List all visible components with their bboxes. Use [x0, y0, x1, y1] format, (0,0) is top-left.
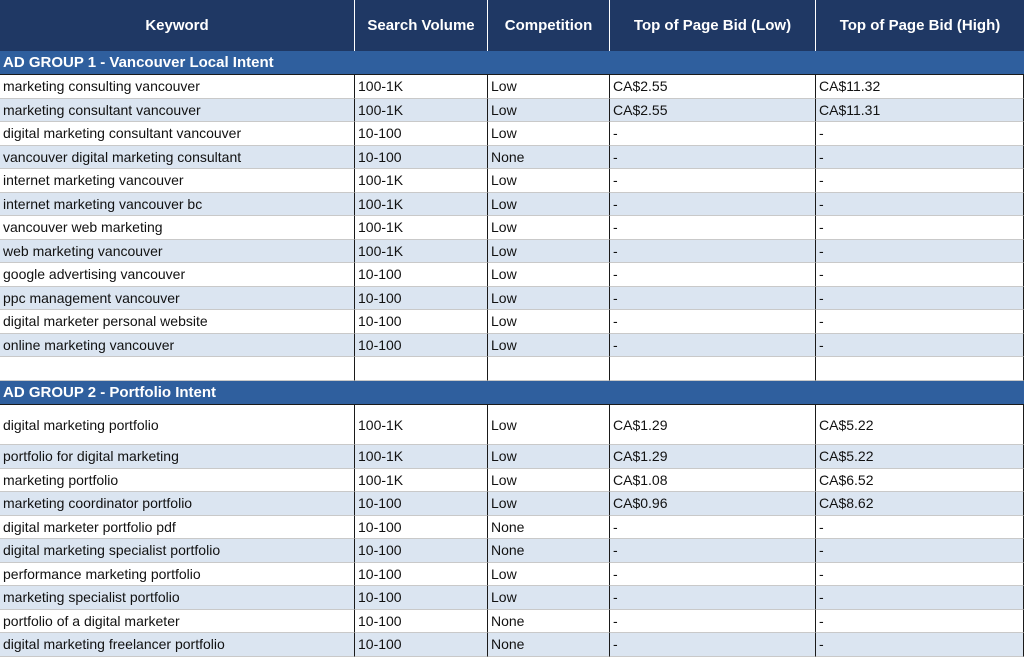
header-competition[interactable]: Competition	[488, 0, 610, 51]
bid-high-cell[interactable]: -	[816, 563, 1024, 587]
search-volume-cell[interactable]: 100-1K	[355, 405, 488, 445]
search-volume-cell[interactable]: 10-100	[355, 334, 488, 358]
bid-low-cell[interactable]: CA$1.29	[610, 405, 816, 445]
keyword-cell[interactable]: digital marketer personal website	[0, 310, 355, 334]
empty-cell[interactable]	[610, 357, 816, 381]
search-volume-cell[interactable]: 10-100	[355, 122, 488, 146]
keyword-cell[interactable]: vancouver web marketing	[0, 216, 355, 240]
keyword-table	[0, 0, 1024, 51]
competition-cell[interactable]: Low	[488, 216, 610, 240]
search-volume-cell[interactable]: 10-100	[355, 516, 488, 540]
header-bid-low[interactable]: Top of Page Bid (Low)	[610, 0, 816, 51]
keyword-cell[interactable]: performance marketing portfolio	[0, 563, 355, 587]
bid-low-cell[interactable]: -	[610, 516, 816, 540]
competition-cell[interactable]: Low	[488, 405, 610, 445]
bid-high-cell[interactable]: -	[816, 310, 1024, 334]
search-volume-cell[interactable]: 100-1K	[355, 240, 488, 264]
header-search-volume[interactable]: Search Volume	[355, 0, 488, 51]
keyword-cell[interactable]: marketing coordinator portfolio	[0, 492, 355, 516]
search-volume-cell[interactable]: 10-100	[355, 146, 488, 170]
bid-high-cell[interactable]: -	[816, 334, 1024, 358]
competition-cell[interactable]: Low	[488, 586, 610, 610]
search-volume-cell[interactable]: 10-100	[355, 610, 488, 634]
competition-cell[interactable]: Low	[488, 240, 610, 264]
competition-cell[interactable]: Low	[488, 193, 610, 217]
bid-low-cell[interactable]: -	[610, 633, 816, 657]
bid-low-cell[interactable]: CA$2.55	[610, 99, 816, 123]
bid-low-cell[interactable]: -	[610, 563, 816, 587]
keyword-cell[interactable]: digital marketing specialist portfolio	[0, 539, 355, 563]
empty-cell[interactable]	[0, 357, 355, 381]
competition-cell[interactable]: Low	[488, 75, 610, 99]
bid-high-cell[interactable]: -	[816, 146, 1024, 170]
competition-cell[interactable]: Low	[488, 263, 610, 287]
competition-cell[interactable]: Low	[488, 492, 610, 516]
search-volume-cell[interactable]: 100-1K	[355, 75, 488, 99]
keyword-cell[interactable]: vancouver digital marketing consultant	[0, 146, 355, 170]
bid-high-cell[interactable]: -	[816, 169, 1024, 193]
bid-low-cell[interactable]: -	[610, 122, 816, 146]
search-volume-cell[interactable]: 100-1K	[355, 169, 488, 193]
bid-low-cell[interactable]: -	[610, 310, 816, 334]
bid-high-cell[interactable]: CA$8.62	[816, 492, 1024, 516]
competition-cell[interactable]: Low	[488, 310, 610, 334]
competition-cell[interactable]: None	[488, 539, 610, 563]
competition-cell[interactable]: Low	[488, 122, 610, 146]
search-volume-cell[interactable]: 10-100	[355, 539, 488, 563]
keyword-cell[interactable]: marketing consulting vancouver	[0, 75, 355, 99]
header-bid-high[interactable]: Top of Page Bid (High)	[816, 0, 1024, 51]
keyword-cell[interactable]: marketing specialist portfolio	[0, 586, 355, 610]
keyword-cell[interactable]: digital marketing portfolio	[0, 405, 355, 445]
bid-low-cell[interactable]: -	[610, 610, 816, 634]
keyword-cell[interactable]: marketing portfolio	[0, 469, 355, 493]
bid-high-cell[interactable]: -	[816, 122, 1024, 146]
competition-cell[interactable]: Low	[488, 99, 610, 123]
competition-cell[interactable]: None	[488, 516, 610, 540]
keyword-cell[interactable]: digital marketing freelancer portfolio	[0, 633, 355, 657]
competition-cell[interactable]: Low	[488, 563, 610, 587]
bid-low-cell[interactable]: -	[610, 287, 816, 311]
competition-cell[interactable]: None	[488, 610, 610, 634]
keyword-cell[interactable]: portfolio for digital marketing	[0, 445, 355, 469]
keyword-cell[interactable]: portfolio of a digital marketer	[0, 610, 355, 634]
empty-cell[interactable]	[488, 357, 610, 381]
keyword-cell[interactable]: digital marketer portfolio pdf	[0, 516, 355, 540]
bid-low-cell[interactable]: CA$1.08	[610, 469, 816, 493]
bid-high-cell[interactable]: -	[816, 610, 1024, 634]
competition-cell[interactable]: Low	[488, 469, 610, 493]
bid-high-cell[interactable]: -	[816, 263, 1024, 287]
keyword-cell[interactable]: internet marketing vancouver bc	[0, 193, 355, 217]
header-keyword[interactable]: Keyword	[0, 0, 355, 51]
bid-high-cell[interactable]: -	[816, 516, 1024, 540]
bid-low-cell[interactable]: CA$0.96	[610, 492, 816, 516]
table-body	[0, 51, 1024, 657]
search-volume-cell[interactable]: 100-1K	[355, 193, 488, 217]
competition-cell[interactable]: None	[488, 146, 610, 170]
ad-group-header[interactable]: AD GROUP 2 - Portfolio Intent	[0, 381, 1024, 405]
keyword-cell[interactable]: digital marketing consultant vancouver	[0, 122, 355, 146]
empty-cell[interactable]	[355, 357, 488, 381]
search-volume-cell[interactable]: 10-100	[355, 586, 488, 610]
bid-high-cell[interactable]: -	[816, 633, 1024, 657]
search-volume-cell[interactable]: 10-100	[355, 492, 488, 516]
search-volume-cell[interactable]: 100-1K	[355, 469, 488, 493]
search-volume-cell[interactable]: 100-1K	[355, 445, 488, 469]
keyword-cell[interactable]: internet marketing vancouver	[0, 169, 355, 193]
competition-cell[interactable]: Low	[488, 445, 610, 469]
search-volume-cell[interactable]: 100-1K	[355, 99, 488, 123]
bid-low-cell[interactable]: -	[610, 539, 816, 563]
keyword-cell[interactable]: ppc management vancouver	[0, 287, 355, 311]
bid-low-cell[interactable]: -	[610, 146, 816, 170]
bid-high-cell[interactable]: -	[816, 287, 1024, 311]
bid-low-cell[interactable]: -	[610, 216, 816, 240]
bid-high-cell[interactable]: -	[816, 193, 1024, 217]
bid-high-cell[interactable]: CA$5.22	[816, 445, 1024, 469]
bid-high-cell[interactable]: CA$5.22	[816, 405, 1024, 445]
bid-low-cell[interactable]: -	[610, 240, 816, 264]
bid-high-cell[interactable]: -	[816, 539, 1024, 563]
bid-high-cell[interactable]: -	[816, 240, 1024, 264]
search-volume-cell[interactable]: 10-100	[355, 310, 488, 334]
bid-high-cell[interactable]: -	[816, 216, 1024, 240]
search-volume-cell[interactable]: 10-100	[355, 633, 488, 657]
bid-low-cell[interactable]: CA$1.29	[610, 445, 816, 469]
competition-cell[interactable]: Low	[488, 334, 610, 358]
bid-low-cell[interactable]: -	[610, 334, 816, 358]
bid-low-cell[interactable]: -	[610, 586, 816, 610]
search-volume-cell[interactable]: 10-100	[355, 287, 488, 311]
bid-low-cell[interactable]: CA$2.55	[610, 75, 816, 99]
search-volume-cell[interactable]: 10-100	[355, 263, 488, 287]
keyword-cell[interactable]: web marketing vancouver	[0, 240, 355, 264]
bid-low-cell[interactable]: -	[610, 193, 816, 217]
competition-cell[interactable]: Low	[488, 287, 610, 311]
keyword-cell[interactable]: online marketing vancouver	[0, 334, 355, 358]
bid-high-cell[interactable]: CA$11.31	[816, 99, 1024, 123]
keyword-cell[interactable]: marketing consultant vancouver	[0, 99, 355, 123]
bid-high-cell[interactable]: CA$11.32	[816, 75, 1024, 99]
bid-low-cell[interactable]: -	[610, 263, 816, 287]
empty-cell[interactable]	[816, 357, 1024, 381]
competition-cell[interactable]: Low	[488, 169, 610, 193]
bid-high-cell[interactable]: CA$6.52	[816, 469, 1024, 493]
bid-low-cell[interactable]: -	[610, 169, 816, 193]
search-volume-cell[interactable]: 100-1K	[355, 216, 488, 240]
search-volume-cell[interactable]: 10-100	[355, 563, 488, 587]
competition-cell[interactable]: None	[488, 633, 610, 657]
ad-group-header[interactable]: AD GROUP 1 - Vancouver Local Intent	[0, 51, 1024, 75]
keyword-cell[interactable]: google advertising vancouver	[0, 263, 355, 287]
bid-high-cell[interactable]: -	[816, 586, 1024, 610]
